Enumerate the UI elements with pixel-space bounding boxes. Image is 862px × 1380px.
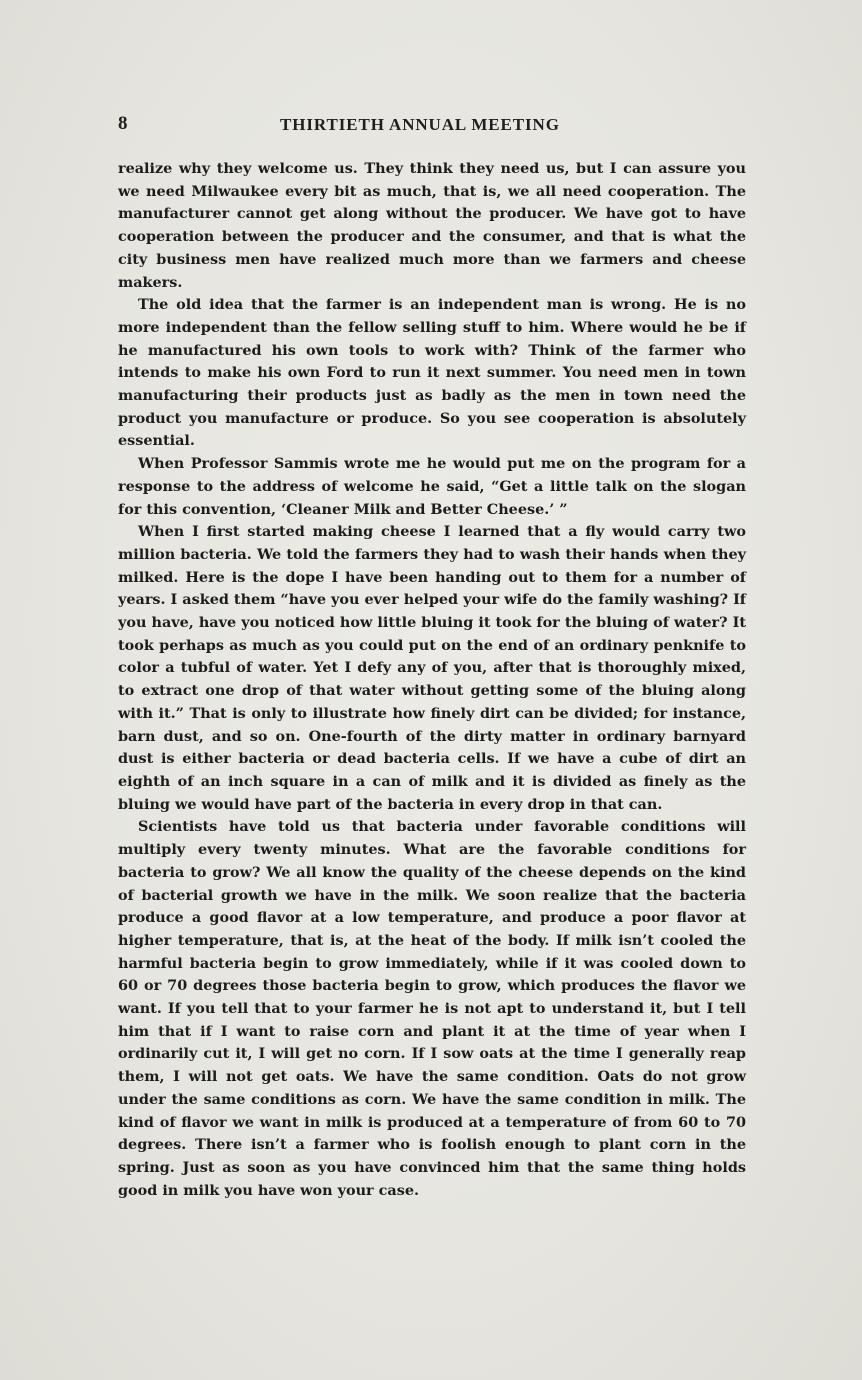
body-text (118, 158, 746, 1202)
page-number: 8 (118, 113, 128, 134)
running-header (118, 113, 748, 139)
paragraph-continued: realize why they welcome us. They think they need us, but I can assure you we need Milwaukee every bit as much, that is, we all need cooperation. The manufacturer cannot get along without the producer. We have got to have cooperation between the producer and the consumer, and that is what the city business men have realized much more than we farmers and cheese makers. (118, 160, 746, 291)
running-title: THIRTIETH ANNUAL MEETING (280, 115, 560, 134)
paragraph-bacteria-growth: Scientists have told us that bacteria under favorable conditions will multiply every twenty minutes. What are the favorable conditions for bacteria to grow? We all know the quality of the cheese depends on the kind of bacterial growth we have in the milk. We soon realize that the bacteria produce a good flavor at a low temperature, and produce a poor flavor at higher temperature, that is, at the heat of the body. If milk isn’t cooled the harmful bacteria begin to grow immediately, while if it was cooled down to 60 or 70 degrees those bacteria begin to grow, which produces the flavor we want. If you tell that to your farmer he is not apt to understand it, but I tell him that if I want to raise corn and plant it at the time of year when I ordinarily cut it, I will get no corn. If I sow oats at the time I generally reap them, I will not get oats. We have the same condition. Oats do not grow under the same conditions as corn. We have the same condition in milk. The kind of flavor we want in milk is produced at a temperature of from 60 to 70 degrees. There isn’t a farmer who is foolish enough to plant corn in the spring. Just as soon as you have convinced him that the same thing holds good in milk you have won your case. (118, 818, 746, 1199)
paragraph-independence: The old idea that the farmer is an independent man is wrong. He is no more independent than the fellow selling stuff to him. Where would he be if he manufactured his own tools to work with? Think of the farmer who intends to make his own Ford to run it next summer. You need men in town manufacturing their products just as badly as the men in town need the product you manufacture or produce. So you see cooperation is absolutely essential. (118, 296, 746, 450)
paragraph-slogan: When Professor Sammis wrote me he would put me on the program for a response to the address of welcome he said, “Get a little talk on the slogan for this convention, ‘Cleaner Milk and Better Cheese.’ ” (118, 455, 746, 518)
paragraph-bluing: When I first started making cheese I learned that a fly would carry two million bacteria. We told the farmers they had to wash their hands when they milked. Here is the dope I have been handing out to them for a number of years. I asked them “have you ever helped your wife do the family washing? If you have, have you noticed how little bluing it took for the bluing of water? It took perhaps as much as you could put on the end of an ordinary penknife to color a tubful of water. Yet I defy any of you, after that is thoroughly mixed, to extract one drop of that water without getting some of the bluing along with it.” That is only to illustrate how finely dirt can be divided; for instance, barn dust, and so on. One-fourth of the dirty matter in ordinary barnyard dust is either bacteria or dead bacteria cells. If we have a cube of dirt an eighth of an inch square in a can of milk and it is divided as finely as the bluing we would have part of the bacteria in every drop in that can. (118, 523, 746, 813)
